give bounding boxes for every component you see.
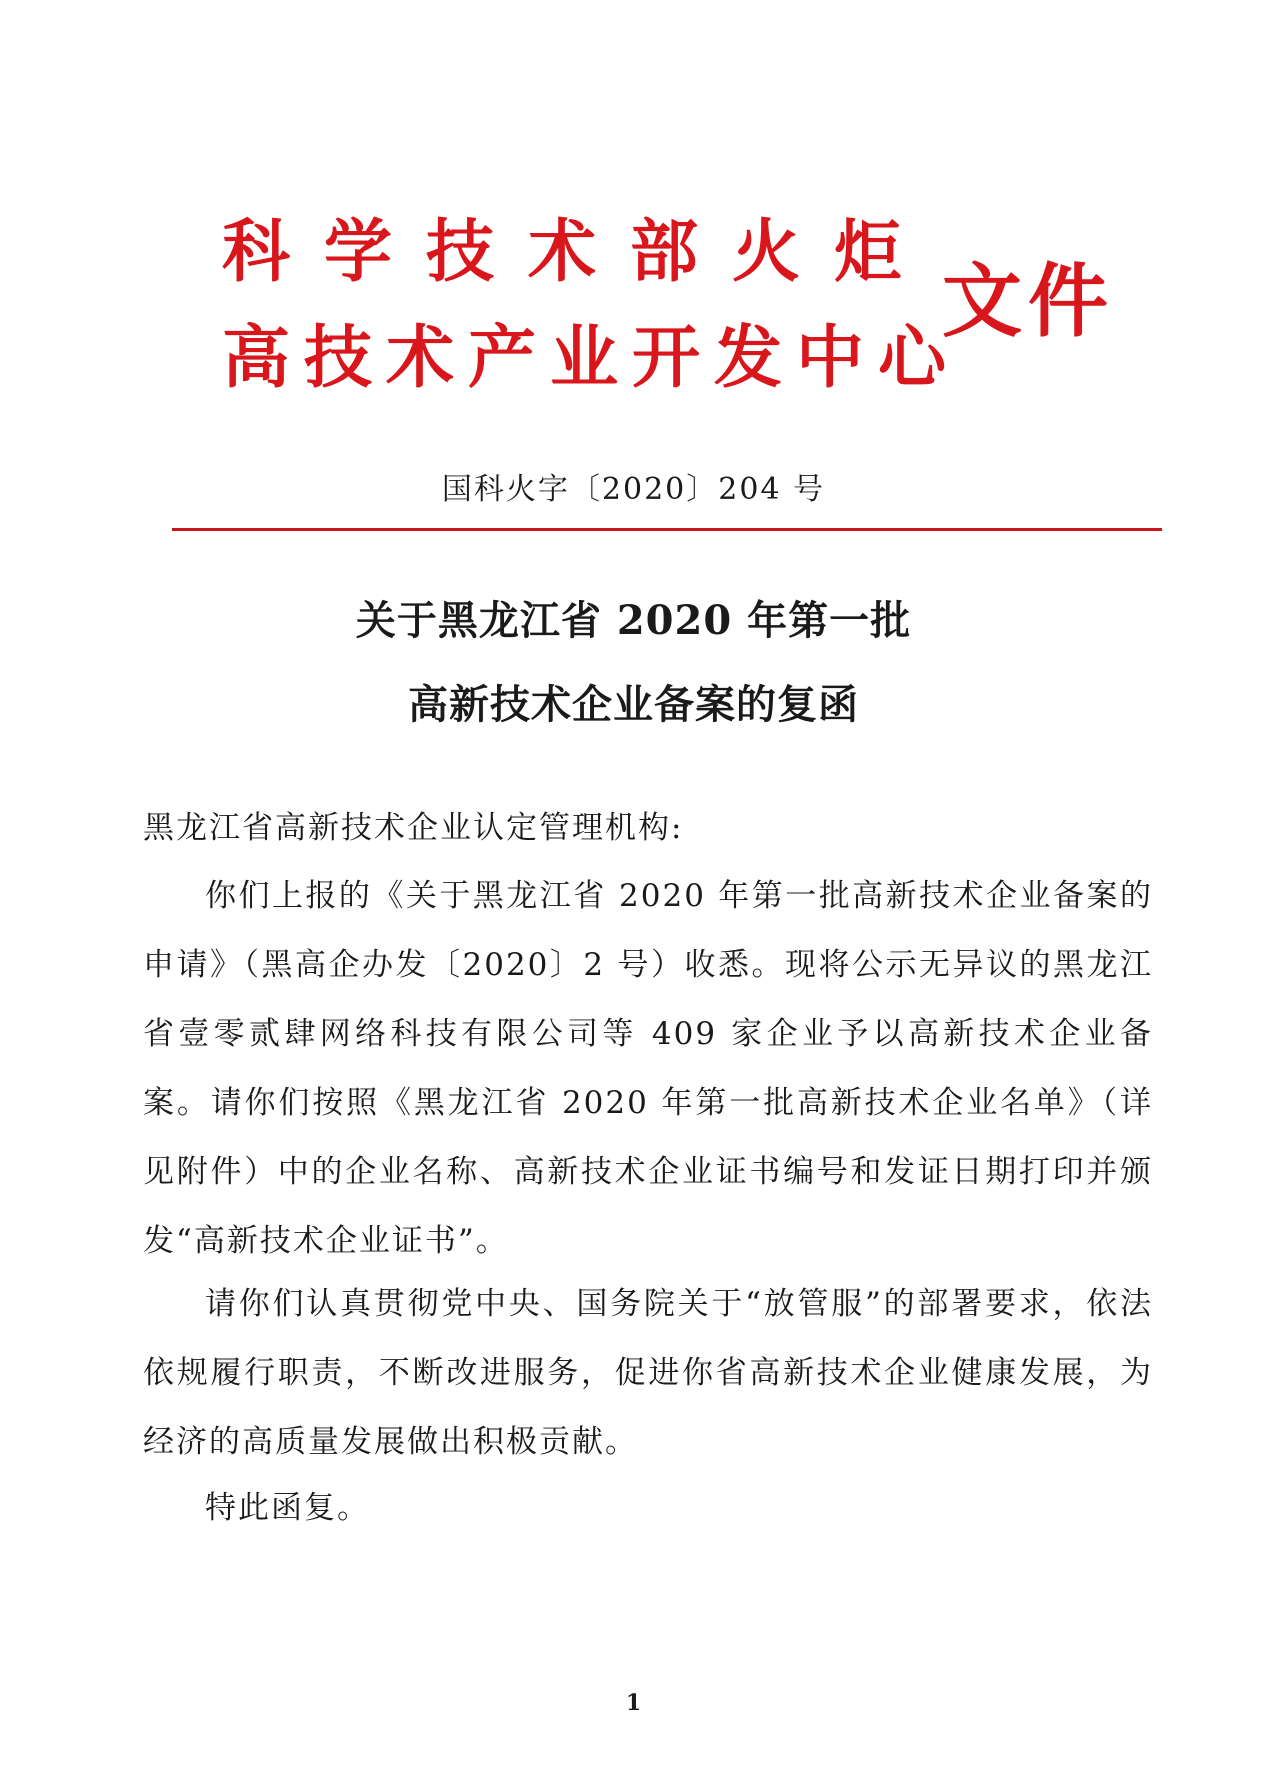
red-divider — [172, 528, 1162, 531]
closing-remark: 特此函复。 — [205, 1490, 370, 1526]
body-paragraph-1: 你们上报的《关于黑龙江省 2020 年第一批高新技术企业备案的申请》（黑高企办发〔2020〕2 号）收悉。现将公示无异议的黑龙江省壹零贰肆网络科技有限公司等 409 家企业予以高新技术企业备案。请你们按照《黑龙江省 2020 年第一批高新技术企业名单》（详见附件）中的企业名称、高新技术企业证书编号和发证日期打印并颁发“高新技术企业证书”。 — [143, 878, 1153, 1259]
document-title-line-1: 关于黑龙江省 2020 年第一批 — [355, 597, 912, 644]
issuer-name-line-2: 高技术产业开发中心 — [222, 319, 961, 398]
salutation: 黑龙江省高新技术企业认定管理机构: — [143, 810, 684, 846]
document-title-line-2: 高新技术企业备案的复函 — [408, 681, 859, 728]
body-paragraph-2: 请你们认真贯彻党中央、国务院关于“放管服”的部署要求，依法依规履行职责，不断改进服务，促进你省高新技术企业健康发展，为经济的高质量发展做出积极贡献。 — [143, 1286, 1153, 1460]
document-type-label: 文件 — [942, 255, 1114, 348]
document-number: 国科火字〔2020〕204 号 — [441, 472, 826, 507]
issuer-name-line-1: 科学技术部火炬 — [222, 213, 937, 292]
page-number: 1 — [625, 1690, 642, 1716]
